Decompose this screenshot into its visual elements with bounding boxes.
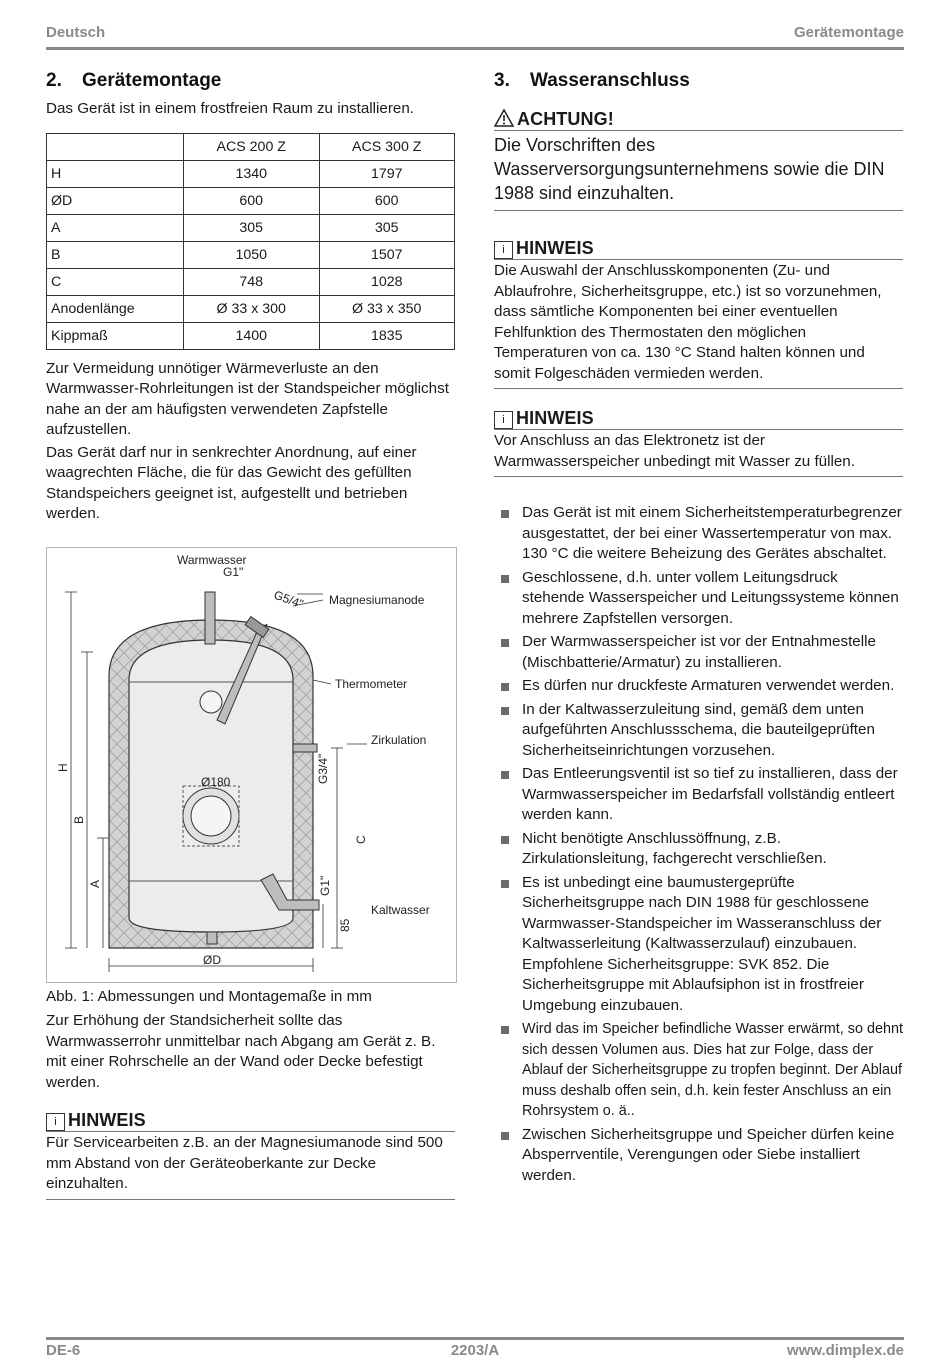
page-header bbox=[46, 22, 904, 46]
table-cell: 1340 bbox=[184, 160, 320, 187]
label-85: 85 bbox=[338, 918, 352, 932]
list-item: Geschlossene, d.h. unter vollem Leitungsdruck stehende Wasserspeicher und Leitungssysteme können mehrere Zapfstellen versorgen. bbox=[494, 568, 903, 630]
table-row bbox=[47, 295, 455, 322]
table-cell: 305 bbox=[184, 214, 320, 241]
list-item: Zwischen Sicherheitsgruppe und Speicher dürfen keine Absperrventile, Verengungen oder Siebe installiert werden. bbox=[494, 1125, 903, 1187]
label-g1-top: G1" bbox=[223, 564, 244, 579]
table-cell: H bbox=[47, 160, 184, 187]
label-od: ØD bbox=[203, 952, 221, 967]
section-3-heading bbox=[494, 68, 903, 94]
table-cell: 1797 bbox=[319, 160, 455, 187]
label-zirkulation: Zirkulation bbox=[371, 732, 427, 747]
footer-rule bbox=[46, 1337, 904, 1340]
note-text: Vor Anschluss an das Elektronetz ist der Warmwasserspeicher unbedingt mit Wasser zu füllen. bbox=[494, 432, 855, 470]
figure-caption: Abb. 1: Abmessungen und Montagemaße in mm bbox=[46, 987, 372, 1005]
right-column bbox=[494, 68, 903, 1189]
bullet-icon bbox=[501, 1026, 509, 1034]
table-cell: ØD bbox=[47, 187, 184, 214]
section-2-number: 2. bbox=[46, 70, 62, 91]
header-chapter: Gerätemontage bbox=[793, 24, 904, 41]
list-item: Nicht benötigte Anschlussöffnung, z.B. Zirkulationsleitung, fachgerecht verschließen. bbox=[494, 829, 903, 870]
list-item: Es dürfen nur druckfeste Armaturen verwendet werden. bbox=[494, 676, 903, 697]
tank-drawing bbox=[47, 548, 456, 982]
label-a: A bbox=[88, 879, 102, 888]
list-item: Das Gerät ist mit einem Sicherheitstemperaturbegrenzer ausgestattet, der bei einer Wassertemperatur von max. 130 °C die weitere Beheizung des Gerätes abschaltet. bbox=[494, 503, 903, 565]
bullet-icon bbox=[501, 639, 509, 647]
label-kaltwasser: Kaltwasser bbox=[371, 902, 430, 917]
table-header-row bbox=[47, 133, 455, 160]
warning-label: ACHTUNG! bbox=[517, 109, 614, 129]
note-label: HINWEIS bbox=[516, 238, 594, 258]
table-cell: 600 bbox=[319, 187, 455, 214]
warning-text: Die Vorschriften des Wasserversorgungsunternehmens sowie die DIN 1988 sind einzuhalten. bbox=[494, 135, 885, 203]
label-b: B bbox=[72, 815, 86, 824]
header-language: Deutsch bbox=[46, 24, 106, 41]
table-cell: B bbox=[47, 241, 184, 268]
bullet-icon bbox=[501, 707, 509, 715]
table-cell: 748 bbox=[184, 268, 320, 295]
warning-triangle-icon bbox=[494, 109, 514, 127]
section-3-title: Wasseranschluss bbox=[530, 70, 690, 91]
header-rule bbox=[46, 47, 904, 50]
note-label: HINWEIS bbox=[516, 408, 594, 428]
paragraph-pipe-clamp: Zur Erhöhung der Standsicherheit sollte das Warmwasserrohr unmittelbar nach Abgang am Gerät z. B. mit einer Rohrschelle an der Wand oder Decke befestigt werden. bbox=[46, 1012, 436, 1091]
section-2-heading bbox=[46, 68, 455, 94]
service-note bbox=[46, 1109, 455, 1200]
label-warmwasser: Warmwasser bbox=[177, 552, 247, 567]
table-cell: 1050 bbox=[184, 241, 320, 268]
table-row bbox=[47, 241, 455, 268]
fill-water-note bbox=[494, 407, 903, 477]
bullet-icon bbox=[501, 836, 509, 844]
document-version: 2203/A bbox=[450, 1342, 500, 1359]
list-item: In der Kaltwasserzuleitung sind, gemäß dem unten aufgeführten Anschlussschema, die bauteilgeprüften Sicherheitseinrichtungen vorzusehen. bbox=[494, 700, 903, 762]
table-cell: Ø 33 x 300 bbox=[184, 295, 320, 322]
label-magnesiumanode: Magnesiumanode bbox=[329, 592, 425, 607]
table-cell: C bbox=[47, 268, 184, 295]
bullet-icon bbox=[501, 1132, 509, 1140]
bullet-icon bbox=[501, 510, 509, 518]
dimensions-table bbox=[46, 133, 455, 350]
note-heading bbox=[46, 1109, 455, 1131]
paragraph-orientation: Das Gerät darf nur in senkrechter Anordnung, auf einer waagrechten Fläche, die für das Gewicht des gefüllten Standspeichers geeignet ist, aufgestellt und betrieben werden. bbox=[46, 443, 417, 522]
page-number: DE-6 bbox=[46, 1342, 81, 1359]
bullet-icon bbox=[501, 880, 509, 888]
note-label: HINWEIS bbox=[68, 1110, 146, 1130]
section-2-title: Gerätemontage bbox=[82, 70, 222, 91]
table-cell: 600 bbox=[184, 187, 320, 214]
table-row bbox=[47, 214, 455, 241]
bullet-icon bbox=[501, 575, 509, 583]
info-icon: i bbox=[494, 411, 513, 429]
components-note bbox=[494, 237, 903, 389]
table-cell: 1835 bbox=[319, 322, 455, 349]
requirements-list bbox=[494, 503, 903, 1186]
table-header-cell bbox=[47, 133, 184, 160]
label-h: H bbox=[56, 762, 70, 772]
list-item: Das Entleerungsventil ist so tief zu installieren, dass der Warmwasserspeicher im Bedarfsfall vollständig entleert werden kann. bbox=[494, 764, 903, 826]
label-g54: G5/4" bbox=[271, 587, 306, 611]
table-header-cell: ACS 200 Z bbox=[184, 133, 320, 160]
label-c: C bbox=[354, 834, 368, 844]
info-icon: i bbox=[46, 1113, 65, 1131]
tank-dimension-figure bbox=[46, 547, 457, 983]
paragraph-heat-loss: Zur Vermeidung unnötiger Wärmeverluste an den Warmwasser-Rohrleitungen ist der Standspeicher möglichst nahe an der am häufigsten verwendeten Zapfstelle aufzustellen. bbox=[46, 359, 449, 438]
table-cell: 1400 bbox=[184, 322, 320, 349]
note-text: Für Servicearbeiten z.B. an der Magnesiumanode sind 500 mm Abstand von der Geräteoberkante zur Decke einzuhalten. bbox=[46, 1134, 443, 1192]
warning-box bbox=[494, 108, 903, 211]
table-cell: Ø 33 x 350 bbox=[319, 295, 455, 322]
label-g1-bottom: G1" bbox=[318, 875, 332, 896]
table-cell: 305 bbox=[319, 214, 455, 241]
table-row bbox=[47, 268, 455, 295]
note-heading bbox=[494, 237, 903, 259]
section-2-intro: Das Gerät ist in einem frostfreien Raum zu installieren. bbox=[46, 100, 415, 117]
label-thermometer: Thermometer bbox=[335, 676, 408, 691]
table-cell: Kippmaß bbox=[47, 322, 184, 349]
bullet-icon bbox=[501, 771, 509, 779]
info-icon: i bbox=[494, 241, 513, 259]
table-cell: Anodenlänge bbox=[47, 295, 184, 322]
warning-heading bbox=[494, 108, 903, 130]
note-text: Die Auswahl der Anschlusskomponenten (Zu- und Ablaufrohre, Sicherheitsgruppe, etc.) ist so vorzunehmen, dass sämtliche Komponenten bei einer eventuellen Fehlfunktion des Thermostaten den möglichen Temperaturen von ca. 130 °C Stand halten können und somit Folgeschäden vermieden werden. bbox=[494, 262, 882, 382]
table-cell: 1028 bbox=[319, 268, 455, 295]
list-item: Wird das im Speicher befindliche Wasser erwärmt, so dehnt sich dessen Volumen aus. Dies hat zur Folge, dass der Ablauf der Sicherheitsgruppe zu tropfen beginnt. Der Ablauf muss deshalb offen sein, d.h. kein fester Anschluss an ein Rohrsystem o. ä.. bbox=[494, 1019, 903, 1122]
thermometer-port bbox=[200, 691, 222, 713]
website-link[interactable]: www.dimplex.de bbox=[787, 1342, 904, 1359]
table-cell: A bbox=[47, 214, 184, 241]
label-g34: G3/4" bbox=[316, 753, 330, 784]
table-header-cell: ACS 300 Z bbox=[319, 133, 455, 160]
table-row bbox=[47, 322, 455, 349]
table-row bbox=[47, 160, 455, 187]
list-item: Der Warmwasserspeicher ist vor der Entnahmestelle (Mischbatterie/Armatur) zu installieren. bbox=[494, 632, 903, 673]
section-3-number: 3. bbox=[494, 70, 510, 91]
label-d180: Ø180 bbox=[201, 774, 231, 789]
left-column bbox=[46, 68, 455, 1200]
bullet-icon bbox=[501, 683, 509, 691]
note-heading bbox=[494, 407, 903, 429]
warm-water-pipe bbox=[205, 592, 215, 644]
table-cell: 1507 bbox=[319, 241, 455, 268]
list-item: Es ist unbedingt eine baumustergeprüfte Sicherheitsgruppe nach DIN 1988 für geschlossene Warmwasser-Standspeicher im Wasseranschluss der Kaltwasserleitung (Kaltwasserzulauf) einzubauen. Empfohlene Sicherheitsgruppe: SVK 852. Die Sicherheitsgruppe mit Ablaufsiphon ist in frostfreier Umgebung einzubauen. bbox=[494, 873, 903, 1017]
table-row bbox=[47, 187, 455, 214]
